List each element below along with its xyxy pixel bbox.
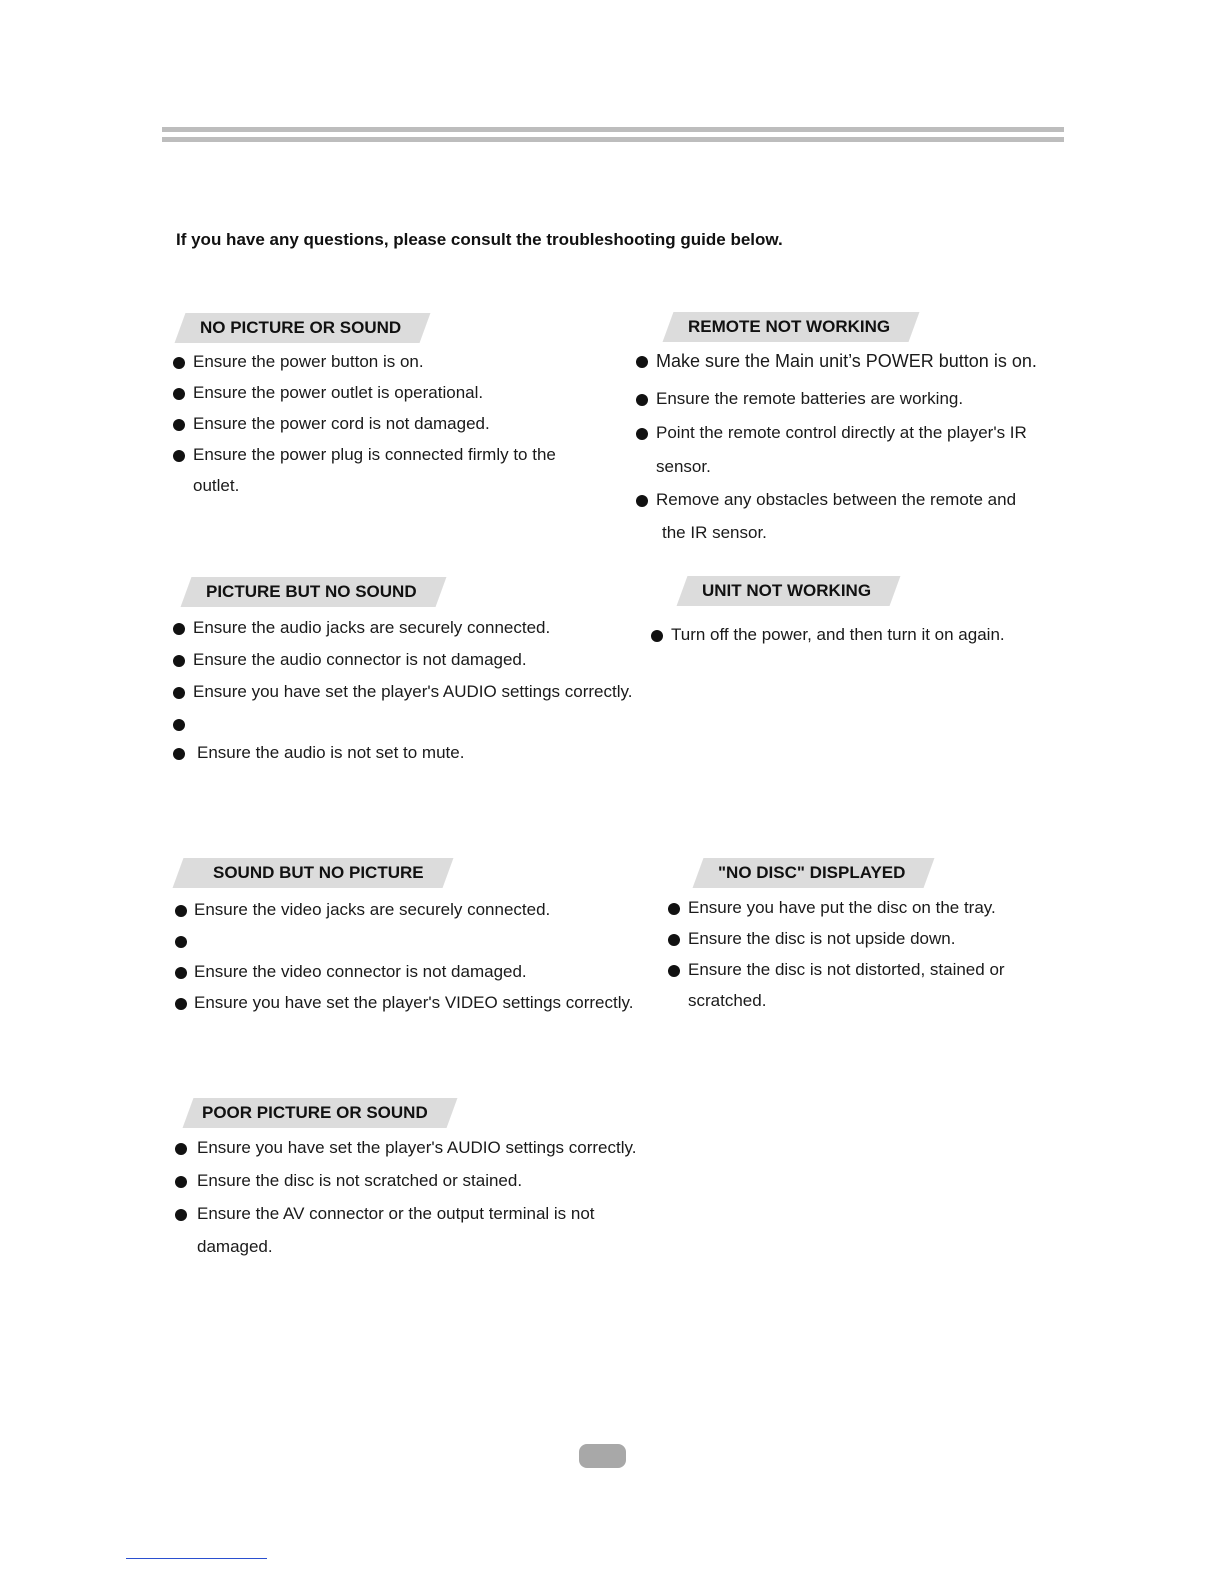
intro-text: If you have any questions, please consult the troubleshooting guide below. xyxy=(176,230,783,249)
section-title: "NO DISC" DISPLAYED xyxy=(706,858,929,888)
page-number-badge xyxy=(579,1444,626,1468)
bullet-icon xyxy=(175,905,187,917)
bullet-icon xyxy=(636,428,648,440)
bullet-icon xyxy=(173,719,185,731)
section-no-disc-displayed: "NO DISC" DISPLAYED Ensure you have put the disc on the tray. Ensure the disc is not upside down. Ensure the disc is not distorted, stained or scratched. xyxy=(698,858,1098,1028)
bullet-icon xyxy=(173,687,185,699)
section-title: POOR PICTURE OR SOUND xyxy=(196,1098,452,1128)
header-rule-top xyxy=(162,127,1064,132)
section-poor-picture-or-sound: POOR PICTURE OR SOUND Ensure you have set the player's AUDIO settings correctly. Ensure the disc is not scratched or stained. Ensure the AV connector or the output terminal is not damaged. xyxy=(188,1098,658,1268)
footer-link-underline xyxy=(126,1558,267,1559)
bullet-icon xyxy=(175,1209,187,1221)
bullet-icon xyxy=(173,388,185,400)
section-title: SOUND BUT NO PICTURE xyxy=(186,858,448,888)
section-sound-but-no-picture: SOUND BUT NO PICTURE Ensure the video jacks are securely connected. Ensure the video connector is not damaged. Ensure you have set the player's VIDEO settings correctly. xyxy=(178,858,648,1028)
bullet-icon xyxy=(173,450,185,462)
bullet-icon xyxy=(175,936,187,948)
section-unit-not-working: UNIT NOT WORKING Turn off the power, and then turn it on again. xyxy=(682,576,1082,676)
bullet-icon xyxy=(668,965,680,977)
section-picture-but-no-sound: PICTURE BUT NO SOUND Ensure the audio jacks are securely connected. Ensure the audio connector is not damaged. Ensure you have set the player's AUDIO settings correctly. Ensure the audio is not set to mute. xyxy=(186,577,646,777)
section-remote-not-working: REMOTE NOT WORKING Make sure the Main unit’s POWER button is on. Ensure the remote batteries are working. Point the remote control directly at the player's IR sensor. Remove any obstacles between the remote and the IR sensor. xyxy=(668,312,1088,552)
bullet-icon xyxy=(668,903,680,915)
bullet-icon xyxy=(175,1143,187,1155)
section-title: REMOTE NOT WORKING xyxy=(676,312,914,342)
section-title: PICTURE BUT NO SOUND xyxy=(194,577,441,607)
bullet-icon xyxy=(173,655,185,667)
bullet-icon xyxy=(175,998,187,1010)
bullet-icon xyxy=(668,934,680,946)
bullet-icon xyxy=(636,495,648,507)
header-rule-bottom xyxy=(162,137,1064,142)
bullet-icon xyxy=(651,630,663,642)
section-no-picture-or-sound: NO PICTURE OR SOUND Ensure the power button is on. Ensure the power outlet is operational. Ensure the power cord is not damaged. Ensure the power plug is connected firmly to the outlet. xyxy=(180,313,620,513)
bullet-icon xyxy=(173,419,185,431)
bullet-icon xyxy=(175,1176,187,1188)
bullet-icon xyxy=(175,967,187,979)
bullet-icon xyxy=(173,623,185,635)
bullet-icon xyxy=(636,356,648,368)
section-title: UNIT NOT WORKING xyxy=(690,576,895,606)
section-title: NO PICTURE OR SOUND xyxy=(188,313,425,343)
bullet-icon xyxy=(173,748,185,760)
bullet-icon xyxy=(173,357,185,369)
bullet-icon xyxy=(636,394,648,406)
